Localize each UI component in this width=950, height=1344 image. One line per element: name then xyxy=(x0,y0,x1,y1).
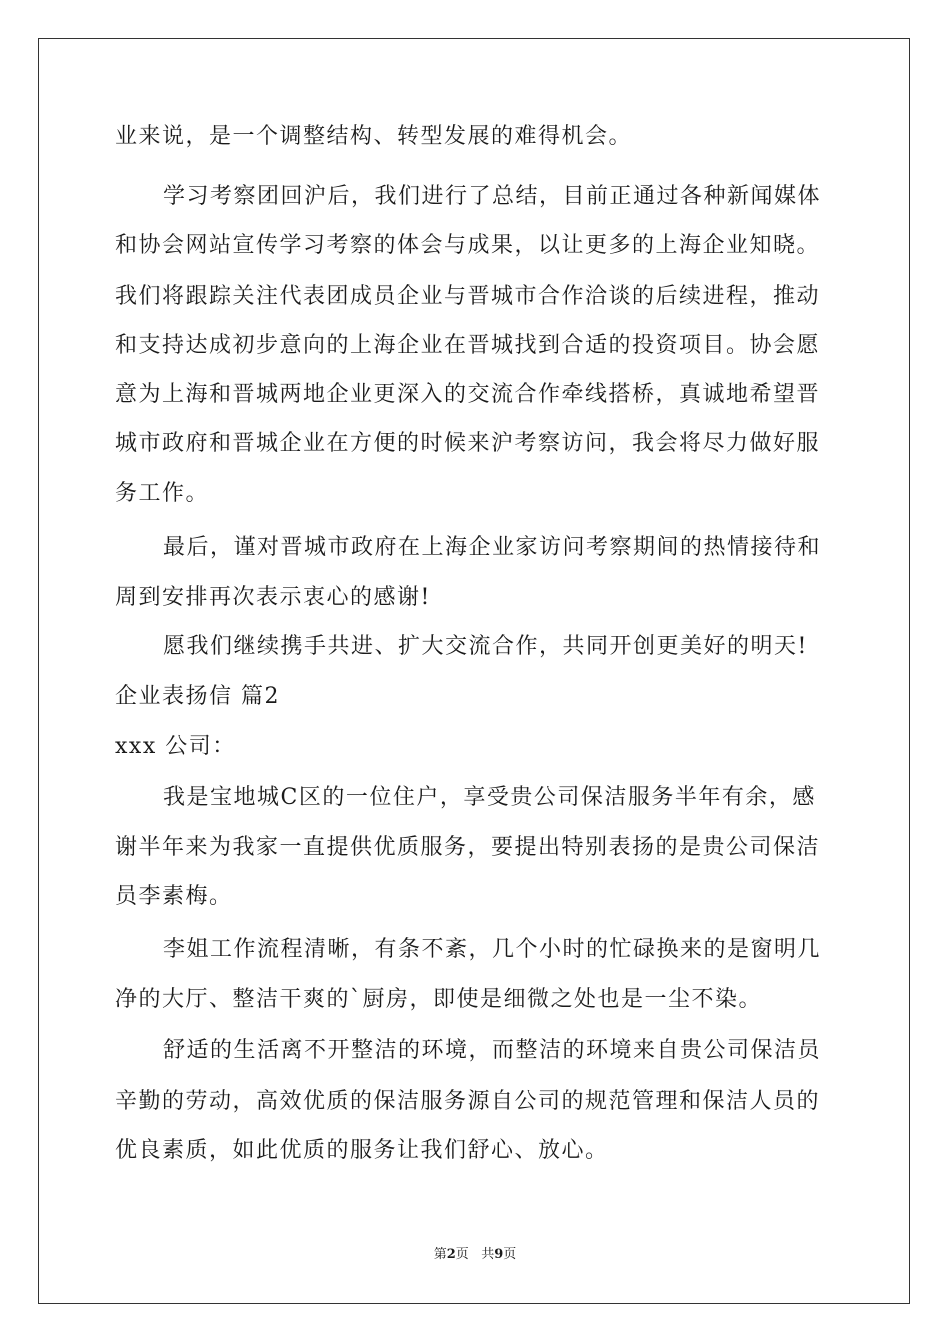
page-footer xyxy=(0,1247,950,1263)
section-heading: 企业表扬信 篇2 xyxy=(115,684,280,709)
text-line: 舒适的生活离不开整洁的环境，而整洁的环境来自贵公司保洁员 xyxy=(163,1038,822,1063)
text-line: 务工作。 xyxy=(115,481,210,506)
text-line: 学习考察团回沪后，我们进行了总结，目前正通过各种新闻媒体 xyxy=(163,184,822,209)
text-line: 我们将跟踪关注代表团成员企业与晋城市合作洽谈的后续进程，推动 xyxy=(115,284,821,309)
text-line: 业来说，是一个调整结构、转型发展的难得机会。 xyxy=(115,124,633,149)
page-mid: 页 共 xyxy=(455,1247,495,1262)
salutation: xxx 公司： xyxy=(115,734,236,759)
text-line: 谢半年来为我家一直提供优质服务，要提出特别表扬的是贵公司保洁 xyxy=(115,835,821,860)
text-line: 城市政府和晋城企业在方便的时候来沪考察访问，我会将尽力做好服 xyxy=(115,431,821,456)
text-line: 净的大厅、整洁干爽的`厨房，即使是细微之处也是一尘不染。 xyxy=(115,987,763,1012)
text-line: 李姐工作流程清晰，有条不紊，几个小时的忙碌换来的是窗明几 xyxy=(163,937,822,962)
page-total: 9 xyxy=(494,1247,504,1262)
text-line: 最后，谨对晋城市政府在上海企业家访问考察期间的热情接待和 xyxy=(163,535,822,560)
text-line: 优良素质，如此优质的服务让我们舒心、放心。 xyxy=(115,1138,609,1163)
page-suffix: 页 xyxy=(503,1247,517,1262)
text-line: 我是宝地城C区的一位住户，享受贵公司保洁服务半年有余，感 xyxy=(163,785,816,810)
page-prefix: 第 xyxy=(433,1247,447,1262)
text-line: 愿我们继续携手共进、扩大交流合作，共同开创更美好的明天! xyxy=(163,634,808,659)
text-line: 辛勤的劳动，高效优质的保洁服务源自公司的规范管理和保洁人员的 xyxy=(115,1089,821,1114)
text-line: 和协会网站宣传学习考察的体会与成果，以让更多的上海企业知晓。 xyxy=(115,233,821,258)
text-line: 周到安排再次表示衷心的感谢! xyxy=(115,585,431,610)
text-line: 意为上海和晋城两地企业更深入的交流合作牵线搭桥，真诚地希望晋 xyxy=(115,382,821,407)
text-line: 和支持达成初步意向的上海企业在晋城找到合适的投资项目。协会愿 xyxy=(115,333,821,358)
text-line: 员李素梅。 xyxy=(115,884,233,909)
page-number: 2 xyxy=(446,1247,456,1262)
